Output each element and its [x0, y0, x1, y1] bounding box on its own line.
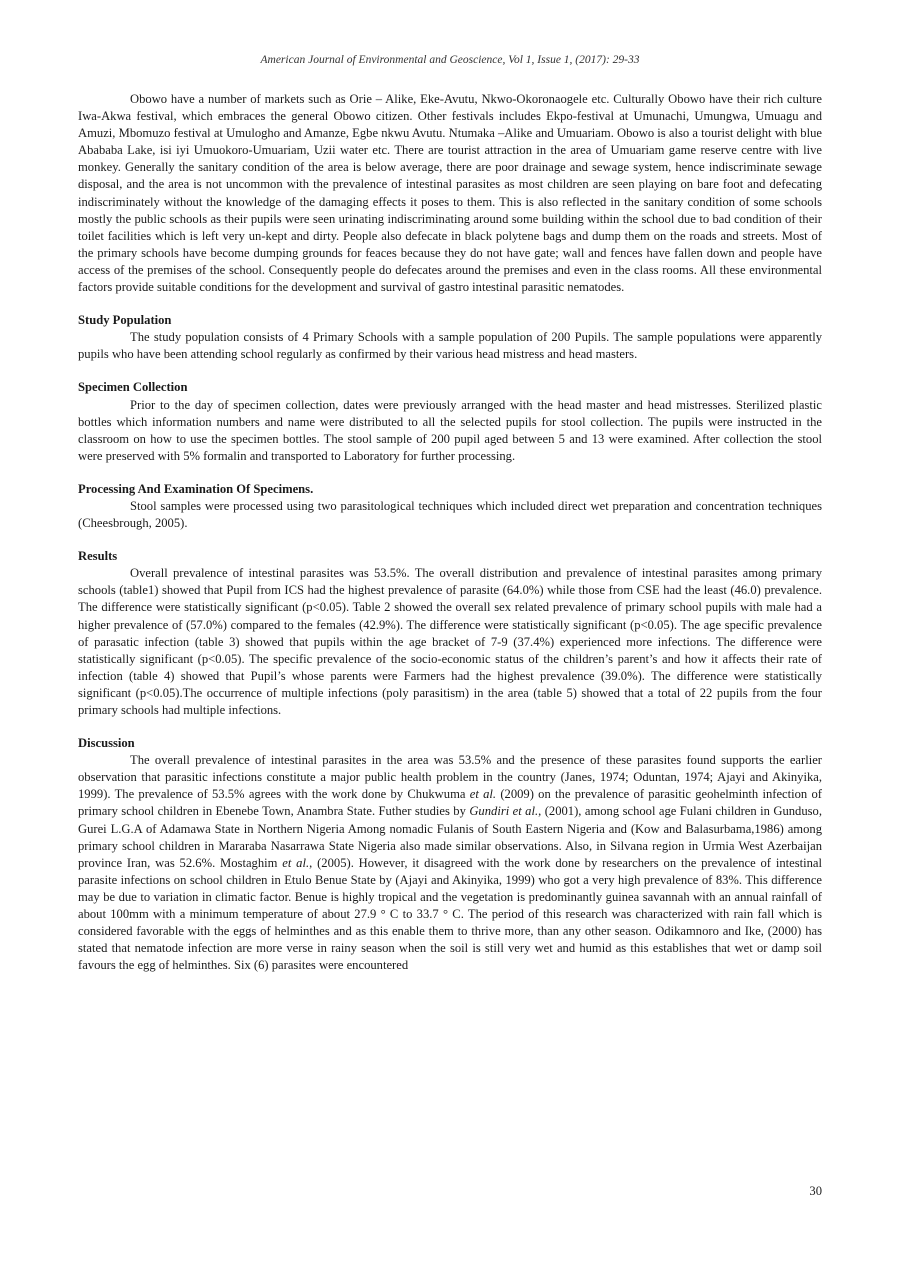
section-paragraph: Stool samples were processed using two parasitological techniques which included direct wet preparation and concentration techniques (Cheesbrough, 2005).	[78, 498, 822, 531]
section-heading: Results	[78, 549, 118, 564]
page-body	[78, 91, 822, 974]
section-specimen-collection	[78, 379, 822, 464]
page-number: 30	[809, 1184, 822, 1198]
section-paragraph	[78, 752, 822, 974]
discussion-citation: et al.	[282, 855, 310, 870]
section-paragraph: The study population consists of 4 Primary Schools with a sample population of 200 Pupils. The sample populations were apparently pupils who have been attending school regularly as confirmed by their various head mistress and head masters.	[78, 330, 822, 362]
discussion-text: (2009) on the prevalence of parasitic geohelminth infection of primary school children in Ebenebe Town, Anambra State. Futher studies by	[78, 787, 822, 819]
section-heading: Study Population	[78, 313, 172, 328]
discussion-text: The overall prevalence of intestinal parasites in the area was 53.5% and the presence of these parasites found supports the earlier observation that parasitic infections constitute a major public health problem in the country (Janes, 1974; Oduntan, 1974; Ajayi and Akinyika, 1999). The prevalence of 53.5% agrees with the work done by Chukwuma	[78, 753, 822, 802]
section-study-population	[78, 312, 822, 363]
discussion-text: , (2005). However, it disagreed with the work done by researchers on the prevalence of intestinal parasite infections on school children in Etulo Benue State by (Ajayi and Akinyika, 1999) who got a very high prevalence of 83%. This difference may be due to variation in climatic factor. Benue is highly tropical and the vegetation is predominantly guinea savannah with an annual rainfall of about 100mm with a minimum temperature of about 27.9 ° C to 33.7 ° C. The period of this research was characterized with rain fall which is considered favorable with the eggs of helminthes and as this enable them to thrive more, than any other season. Odikamnoro and Ike, (2000) has stated that nematode infection are more verse in rainy season when the soil is still very wet and humid as this establishes that wet or damp soil favours the egg of helminthes. Six (6) parasites were encountered	[78, 855, 823, 973]
section-heading: Processing And Examination Of Specimens.	[78, 481, 314, 496]
section-results	[78, 548, 822, 719]
discussion-citation: et al.	[469, 787, 497, 802]
section-heading: Discussion	[78, 736, 135, 751]
discussion-text: , (2001), among school age Fulani children in Gunduso, Gurei L.G.A of Adamawa State in Northern Nigeria Among nomadic Fulanis of South Eastern Nigeria and (Kow and Balasurbama,1986) among primary school children in Mararaba Nasarrawa State Nigeria also made similar observations. Also, in Silvana region in Urmia West Azerbaijan province Iran, was 52.6%. Mostaghim	[78, 804, 822, 870]
intro-paragraph: Obowo have a number of markets such as Orie – Alike, Eke-Avutu, Nkwo-Okoronaogele etc. Culturally Obowo have their rich culture Iwa-Akwa festival, which embraces the general Obowo citizen. Other festivals includes Ekpo-festival at Umunachi, Umungwa, Umuagu and Amuzi, Mbomuzo festival at Umulogho and Amanze, Egbe nkwu Avutu. Ntumaka –Alike and Umuariam. Obowo is also a tourist delight with blue Abababa Lake, isi iyi Umuokoro-Umuariam, Uzii water etc. There are tourist attraction in the area of Umuariam game reserve centre with live monkey. Generally the sanitary condition of the area is below average, there are poor drainage and sewage system, hence indiscriminate sewage disposal, and the area is not uncommon with the prevalence of intestinal parasites as most children are seen playing on bare foot and defecating indiscriminately without the knowledge of the damaging effects it poses to them. This is also reflected in the sanitary condition of some schools mostly the public schools as their pupils were seen urinating indiscriminating around some building within the school due to bad condition of their toilet facilities which is left very un-kept and dirty. People also defecate in black polytene bags and dump them on the roads and streets. Most of the primary schools have become dumping grounds for feaces because they do not have gate; wall and fences have fallen down and people have access of the premises of the school. Consequently people do defecates around the premises and even in the class rooms. All these environmental factors provide suitable conditions for the development and survival of gastro intestinal parasitic nematodes.	[78, 92, 822, 295]
section-paragraph: Prior to the day of specimen collection, dates were previously arranged with the head master and head mistresses. Sterilized plastic bottles which information numbers and name were distributed to all the selected pupils for stool collection. The pupils were instructed in the classroom on how to use the specimen bottles. The stool sample of 200 pupil aged between 5 and 13 were examined. After collection the stool were preserved with 5% formalin and transported to Laboratory for further processing.	[78, 397, 822, 463]
running-header: American Journal of Environmental and Geoscience, Vol 1, Issue 1, (2017): 29-33	[260, 54, 640, 66]
section-discussion	[78, 735, 822, 974]
section-heading: Specimen Collection	[78, 380, 188, 395]
section-paragraph: Overall prevalence of intestinal parasites was 53.5%. The overall distribution and prevalence of intestinal parasites among primary schools (table1) showed that Pupil from ICS had the highest prevalence of parasite (64.0%) while those from CSE had the least (46.0) prevalence. The difference were statistically significant (p<0.05). Table 2 showed the overall sex related prevalence of primary school pupils with male had a higher prevalence of (57.0%) compared to the females (42.9%). The difference were statistically significant (p<0.05). The age specific prevalence of parasatic infection (table 3) showed that pupils within the age bracket of 7-9 (37.4%) experienced more infections. The difference were statistically significant (p<0.05). The specific prevalence of the socio-economic status of the children’s parent’s and how it affects their rate of infection (table 4) showed that Pupil’s whose parents were Farmers had the highest prevalence (39.0%). The difference were statistically significant (p<0.05).The occurrence of multiple infections (poly parasitism) in the area (table 5) showed that a total of 22 pupils from the four primary schools had multiple infections.	[78, 566, 822, 717]
discussion-citation: Gundiri et al.	[469, 804, 539, 819]
section-processing	[78, 481, 822, 532]
